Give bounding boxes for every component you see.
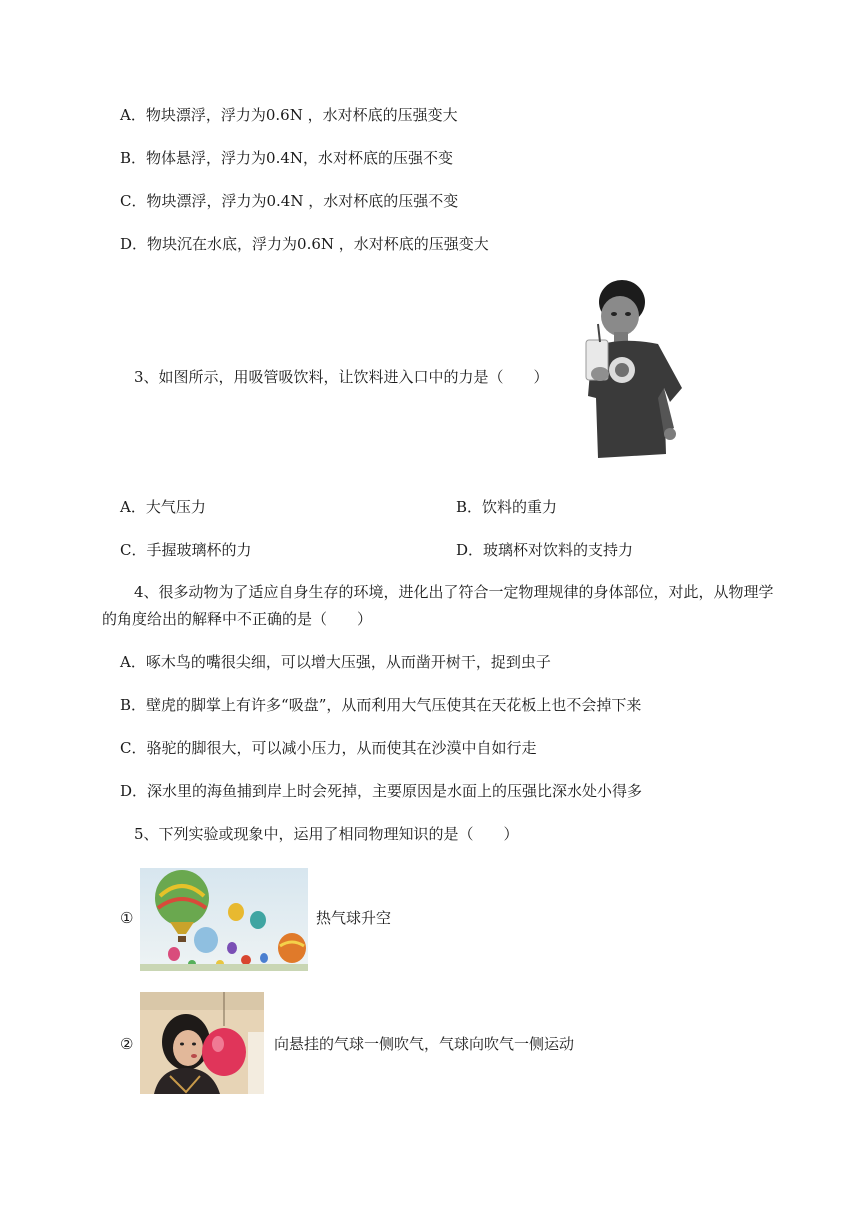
q5-item1-caption: 热气球升空 (316, 909, 392, 927)
q2-option-a: A．物块漂浮，浮力为0.6N ，水对杯底的压强变大 (120, 106, 458, 124)
q3-option-d: D．玻璃杯对饮料的支持力 (456, 541, 634, 559)
q5-item2-caption: 向悬挂的气球一侧吹气，气球向吹气一侧运动 (274, 1035, 575, 1053)
q2-option-b: B．物体悬浮，浮力为0.4N，水对杯底的压强不变 (120, 149, 454, 167)
boy-drinking-photo (578, 278, 688, 474)
q2-option-c: C．物块漂浮，浮力为0.4N ，水对杯底的压强不变 (120, 192, 459, 210)
q4-option-d: D．深水里的海鱼捕到岸上时会死掉，主要原因是水面上的压强比深水处小得多 (120, 782, 643, 800)
blowing-balloon-photo (140, 992, 264, 1094)
q5-stem: 5、下列实验或现象中，运用了相同物理知识的是（ ） (134, 825, 519, 843)
q3-option-c: C．手握玻璃杯的力 (120, 541, 252, 559)
q3-option-a: A．大气压力 (120, 498, 206, 516)
q4-option-b: B．壁虎的脚掌上有许多“吸盘”，从而利用大气压使其在天花板上也不会掉下来 (120, 696, 642, 714)
q4-stem-line1: 4、很多动物为了适应自身生存的环境，进化出了符合一定物理规律的身体部位，对此，从物理学 (134, 583, 774, 601)
q4-stem-line2: 的角度给出的解释中不正确的是（ ） (102, 610, 373, 628)
q3-option-b: B．饮料的重力 (456, 498, 558, 516)
q4-option-a: A．啄木鸟的嘴很尖细，可以增大压强，从而凿开树干，捉到虫子 (120, 653, 551, 671)
q3-stem: 3、如图所示，用吸管吸饮料，让饮料进入口中的力是（ ） (134, 368, 549, 386)
q2-option-d: D．物块沉在水底，浮力为0.6N ，水对杯底的压强变大 (120, 235, 489, 253)
hot-air-balloons-photo (140, 868, 308, 971)
q5-item1-marker: ① (120, 909, 134, 927)
q4-option-c: C．骆驼的脚很大，可以减小压力，从而使其在沙漠中自如行走 (120, 739, 537, 757)
q5-item2-marker: ② (120, 1035, 134, 1053)
